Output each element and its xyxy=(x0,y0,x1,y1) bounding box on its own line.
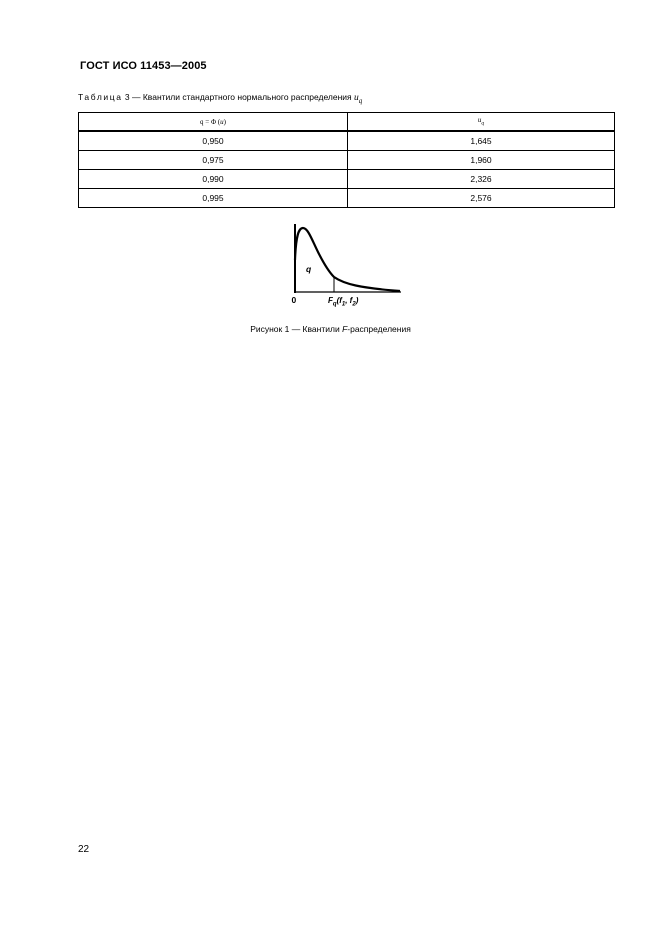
cell-u: 1,960 xyxy=(348,151,615,170)
page-number: 22 xyxy=(78,844,90,855)
cell-u: 1,645 xyxy=(348,131,615,151)
cell-q: 0,990 xyxy=(79,170,348,189)
f-distribution-plot xyxy=(282,222,412,312)
table-row xyxy=(79,170,615,189)
table-header-row xyxy=(79,113,615,132)
cell-u: 2,326 xyxy=(348,170,615,189)
density-curve xyxy=(295,228,400,291)
quantile-label: $F_q(f_1$, $f_2$) xyxy=(328,296,359,308)
cell-q: 0,975 xyxy=(79,151,348,170)
table-caption-symbol: $u_q$ xyxy=(354,93,363,105)
cell-q: 0,950 xyxy=(79,131,348,151)
figure-caption: Рисунок 1 — Квантили F-распределения xyxy=(250,324,411,334)
table-caption-word: Таблица xyxy=(78,92,123,102)
origin-label: 0 xyxy=(291,295,297,305)
column-header-u: $u_q$ xyxy=(348,113,615,132)
document-header: ГОСТ ИСО 11453—2005 xyxy=(80,60,207,72)
table-row xyxy=(79,189,615,208)
table-row xyxy=(79,131,615,151)
column-header-q: q = Φ (u) xyxy=(79,113,348,132)
quantile-area xyxy=(295,228,334,292)
cell-q: 0,995 xyxy=(79,189,348,208)
table-row xyxy=(79,151,615,170)
table-caption xyxy=(78,92,362,105)
table-caption-text: 3 — Квантили стандартного нормального распределения xyxy=(124,92,352,102)
cell-u: 2,576 xyxy=(348,189,615,208)
area-label: q xyxy=(306,264,312,274)
quantiles-table xyxy=(78,112,615,208)
f-distribution-figure xyxy=(282,222,412,312)
